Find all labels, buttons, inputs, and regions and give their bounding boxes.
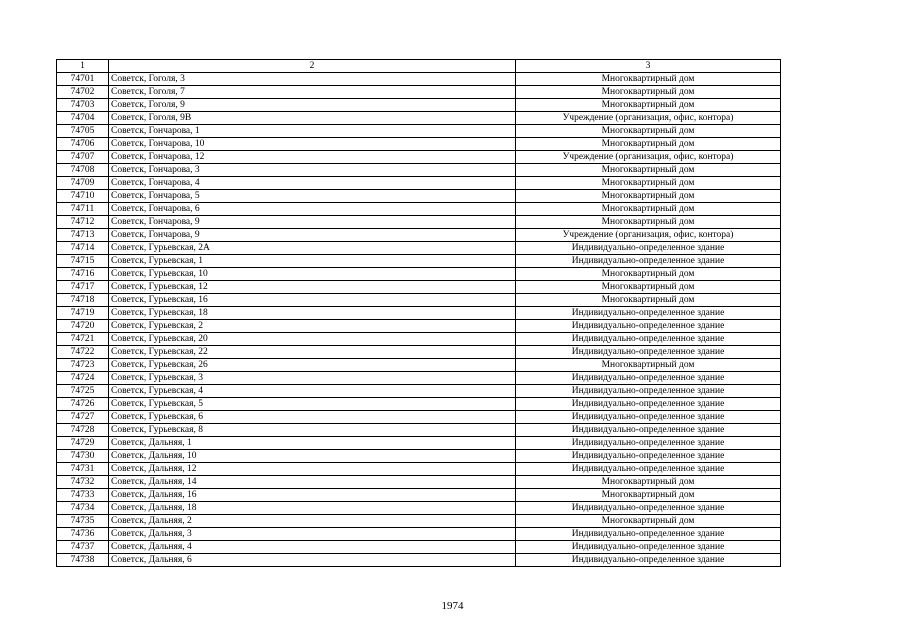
row-id-cell: 74707 [57, 151, 109, 164]
table-row [57, 437, 781, 450]
row-id-cell: 74736 [57, 528, 109, 541]
building-type-cell: Индивидуально-определенное здание [516, 385, 781, 398]
address-cell: Советск, Гончарова, 3 [109, 164, 516, 177]
row-id-cell: 74708 [57, 164, 109, 177]
building-type-cell: Многоквартирный дом [516, 86, 781, 99]
address-cell: Советск, Гурьевская, 6 [109, 411, 516, 424]
address-cell: Советск, Гоголя, 7 [109, 86, 516, 99]
address-cell: Советск, Дальняя, 1 [109, 437, 516, 450]
address-cell: Советск, Дальняя, 6 [109, 554, 516, 567]
building-type-cell: Индивидуально-определенное здание [516, 437, 781, 450]
page-number: 1974 [441, 600, 464, 612]
table-row [57, 73, 781, 86]
row-id-cell: 74714 [57, 242, 109, 255]
building-type-cell: Индивидуально-определенное здание [516, 398, 781, 411]
address-cell: Советск, Гончарова, 4 [109, 177, 516, 190]
address-cell: Советск, Гончарова, 10 [109, 138, 516, 151]
building-type-cell: Индивидуально-определенное здание [516, 255, 781, 268]
building-type-cell: Индивидуально-определенное здание [516, 541, 781, 554]
row-id-cell: 74731 [57, 463, 109, 476]
row-id-cell: 74702 [57, 86, 109, 99]
table-row [57, 476, 781, 489]
table-row [57, 528, 781, 541]
building-type-cell: Индивидуально-определенное здание [516, 554, 781, 567]
row-id-cell: 74709 [57, 177, 109, 190]
table-row [57, 333, 781, 346]
address-cell: Советск, Дальняя, 4 [109, 541, 516, 554]
table-row [57, 398, 781, 411]
address-cell: Советск, Гурьевская, 16 [109, 294, 516, 307]
table-row [57, 307, 781, 320]
table-row [57, 450, 781, 463]
address-cell: Советск, Дальняя, 10 [109, 450, 516, 463]
building-type-cell: Многоквартирный дом [516, 359, 781, 372]
row-id-cell: 74712 [57, 216, 109, 229]
building-type-cell: Многоквартирный дом [516, 190, 781, 203]
row-id-cell: 74729 [57, 437, 109, 450]
row-id-cell: 74734 [57, 502, 109, 515]
table-row [57, 151, 781, 164]
row-id-cell: 74732 [57, 476, 109, 489]
column-header-3: 3 [516, 60, 781, 73]
building-type-cell: Многоквартирный дом [516, 203, 781, 216]
table-body [57, 60, 781, 567]
building-type-cell: Индивидуально-определенное здание [516, 424, 781, 437]
address-cell: Советск, Дальняя, 16 [109, 489, 516, 502]
building-type-cell: Индивидуально-определенное здание [516, 411, 781, 424]
column-header-1: 1 [57, 60, 109, 73]
building-type-cell: Учреждение (организация, офис, контора) [516, 151, 781, 164]
row-id-cell: 74706 [57, 138, 109, 151]
table-row [57, 242, 781, 255]
row-id-cell: 74701 [57, 73, 109, 86]
address-cell: Советск, Гурьевская, 22 [109, 346, 516, 359]
address-cell: Советск, Гурьевская, 3 [109, 372, 516, 385]
table-row [57, 489, 781, 502]
table-row [57, 515, 781, 528]
building-type-cell: Индивидуально-определенное здание [516, 502, 781, 515]
row-id-cell: 74705 [57, 125, 109, 138]
building-type-cell: Многоквартирный дом [516, 99, 781, 112]
building-type-cell: Индивидуально-определенное здание [516, 528, 781, 541]
table-row [57, 541, 781, 554]
building-type-cell: Многоквартирный дом [516, 489, 781, 502]
row-id-cell: 74720 [57, 320, 109, 333]
column-header-2: 2 [109, 60, 516, 73]
row-id-cell: 74717 [57, 281, 109, 294]
row-id-cell: 74713 [57, 229, 109, 242]
table-row [57, 294, 781, 307]
address-cell: Советск, Гурьевская, 2 [109, 320, 516, 333]
row-id-cell: 74703 [57, 99, 109, 112]
table-row [57, 359, 781, 372]
row-id-cell: 74722 [57, 346, 109, 359]
table-row [57, 502, 781, 515]
building-type-cell: Индивидуально-определенное здание [516, 320, 781, 333]
table-row [57, 424, 781, 437]
address-cell: Советск, Гончарова, 6 [109, 203, 516, 216]
table-row [57, 229, 781, 242]
address-cell: Советск, Гончарова, 5 [109, 190, 516, 203]
table-header-row [57, 60, 781, 73]
building-type-cell: Индивидуально-определенное здание [516, 346, 781, 359]
table-row [57, 268, 781, 281]
row-id-cell: 74733 [57, 489, 109, 502]
address-cell: Советск, Дальняя, 14 [109, 476, 516, 489]
address-cell: Советск, Гоголя, 3 [109, 73, 516, 86]
address-cell: Советск, Гурьевская, 5 [109, 398, 516, 411]
building-type-cell: Многоквартирный дом [516, 177, 781, 190]
row-id-cell: 74719 [57, 307, 109, 320]
address-cell: Советск, Дальняя, 2 [109, 515, 516, 528]
address-cell: Советск, Гурьевская, 1 [109, 255, 516, 268]
address-cell: Советск, Гурьевская, 18 [109, 307, 516, 320]
table-row [57, 86, 781, 99]
table-row [57, 320, 781, 333]
address-cell: Советск, Дальняя, 3 [109, 528, 516, 541]
address-cell: Советск, Гончарова, 9 [109, 229, 516, 242]
address-cell: Советск, Гурьевская, 20 [109, 333, 516, 346]
table-row [57, 177, 781, 190]
building-type-cell: Учреждение (организация, офис, контора) [516, 112, 781, 125]
building-type-cell: Многоквартирный дом [516, 268, 781, 281]
table-row [57, 112, 781, 125]
building-type-cell: Многоквартирный дом [516, 125, 781, 138]
address-cell: Советск, Гоголя, 9 [109, 99, 516, 112]
table-row [57, 203, 781, 216]
address-cell: Советск, Гурьевская, 10 [109, 268, 516, 281]
table-row [57, 164, 781, 177]
row-id-cell: 74730 [57, 450, 109, 463]
building-type-cell: Многоквартирный дом [516, 294, 781, 307]
address-cell: Советск, Гурьевская, 12 [109, 281, 516, 294]
table-row [57, 125, 781, 138]
address-cell: Советск, Гончарова, 1 [109, 125, 516, 138]
building-type-cell: Индивидуально-определенное здание [516, 372, 781, 385]
building-type-cell: Многоквартирный дом [516, 216, 781, 229]
building-type-cell: Индивидуально-определенное здание [516, 333, 781, 346]
table-row [57, 346, 781, 359]
building-type-cell: Многоквартирный дом [516, 73, 781, 86]
building-type-cell: Многоквартирный дом [516, 138, 781, 151]
building-type-cell: Многоквартирный дом [516, 476, 781, 489]
row-id-cell: 74711 [57, 203, 109, 216]
row-id-cell: 74718 [57, 294, 109, 307]
table-row [57, 138, 781, 151]
building-type-cell: Учреждение (организация, офис, контора) [516, 229, 781, 242]
building-type-cell: Многоквартирный дом [516, 164, 781, 177]
table-row [57, 216, 781, 229]
row-id-cell: 74735 [57, 515, 109, 528]
row-id-cell: 74728 [57, 424, 109, 437]
row-id-cell: 74723 [57, 359, 109, 372]
row-id-cell: 74710 [57, 190, 109, 203]
row-id-cell: 74726 [57, 398, 109, 411]
address-cell: Советск, Гурьевская, 4 [109, 385, 516, 398]
row-id-cell: 74721 [57, 333, 109, 346]
address-cell: Советск, Гурьевская, 2А [109, 242, 516, 255]
row-id-cell: 74727 [57, 411, 109, 424]
row-id-cell: 74725 [57, 385, 109, 398]
row-id-cell: 74737 [57, 541, 109, 554]
address-cell: Советск, Гурьевская, 26 [109, 359, 516, 372]
table-row [57, 372, 781, 385]
table-row [57, 255, 781, 268]
building-type-cell: Индивидуально-определенное здание [516, 307, 781, 320]
row-id-cell: 74704 [57, 112, 109, 125]
address-cell: Советск, Гончарова, 9 [109, 216, 516, 229]
address-cell: Советск, Дальняя, 12 [109, 463, 516, 476]
row-id-cell: 74724 [57, 372, 109, 385]
building-type-cell: Многоквартирный дом [516, 515, 781, 528]
table-row [57, 463, 781, 476]
address-cell: Советск, Гончарова, 12 [109, 151, 516, 164]
address-cell: Советск, Гурьевская, 8 [109, 424, 516, 437]
registry-table [56, 59, 781, 567]
table-row [57, 385, 781, 398]
row-id-cell: 74716 [57, 268, 109, 281]
row-id-cell: 74738 [57, 554, 109, 567]
table-row [57, 554, 781, 567]
building-type-cell: Индивидуально-определенное здание [516, 463, 781, 476]
building-type-cell: Индивидуально-определенное здание [516, 450, 781, 463]
address-cell: Советск, Дальняя, 18 [109, 502, 516, 515]
table-row [57, 99, 781, 112]
table-row [57, 411, 781, 424]
row-id-cell: 74715 [57, 255, 109, 268]
table-row [57, 190, 781, 203]
table-row [57, 281, 781, 294]
building-type-cell: Многоквартирный дом [516, 281, 781, 294]
building-type-cell: Индивидуально-определенное здание [516, 242, 781, 255]
address-cell: Советск, Гоголя, 9В [109, 112, 516, 125]
